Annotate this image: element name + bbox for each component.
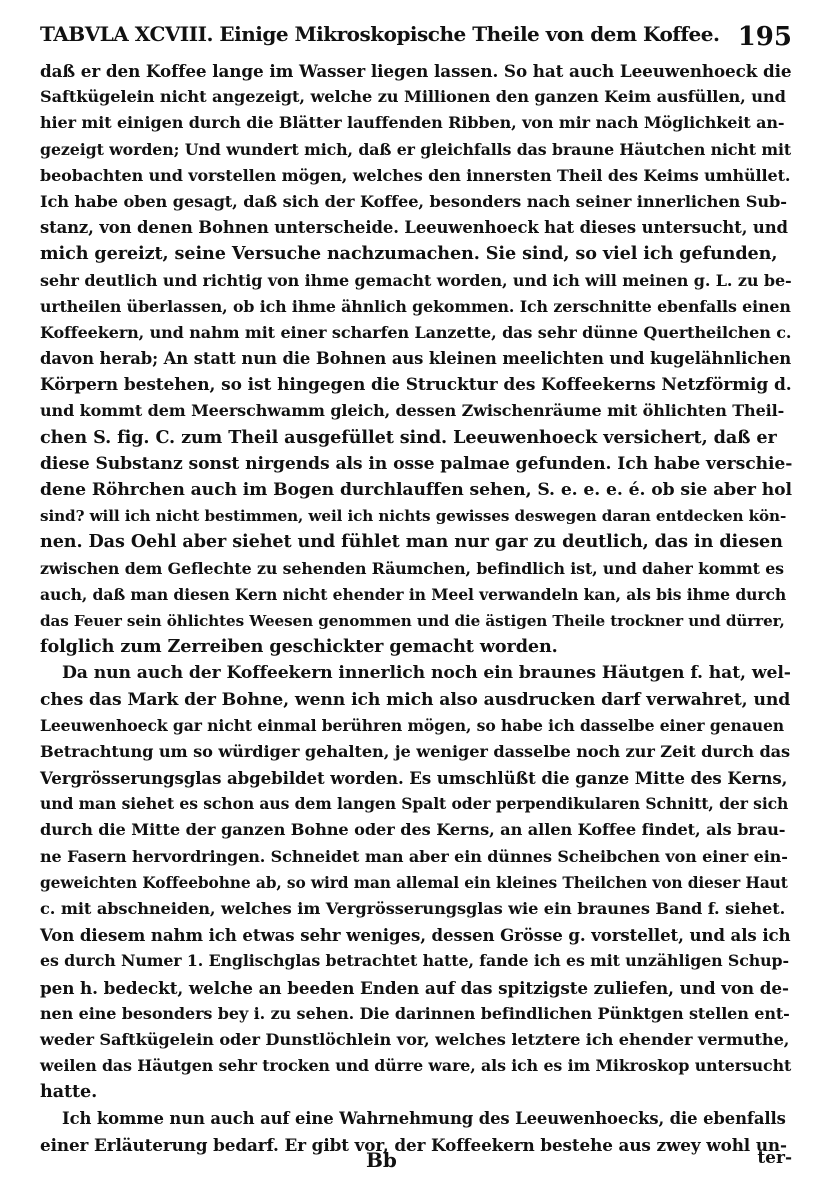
text-line: es durch Numer 1. Englischglas betrachtet hatte, fande ich es mit unzähligen Schup-: [40, 951, 789, 971]
text-line: weder Saftkügelein oder Dunstlöchlein vor, welches letztere ich ehender vermuthe,: [40, 1029, 790, 1049]
text-line: dene Röhrchen auch im Bogen durchlauffen sehen, S. e. e. e. é. ob sie aber hol: [40, 480, 792, 500]
text-line: Von diesem nahm ich etwas sehr weniges, dessen Grösse g. vorstellet, und als ich: [40, 925, 791, 946]
text-line: das Feuer sein öhlichtes Weesen genommen und die ästigen Theile trockner und dürrer,: [40, 611, 785, 630]
text-line: urtheilen überlassen, ob ich ihme ähnlich gekommen. Ich zerschnitte ebenfalls einen: [40, 296, 791, 316]
body-text: [40, 58, 793, 1155]
text-line: pen h. bedeckt, welche an beeden Enden auf das spitzigste zuliefen, und von de-: [40, 977, 789, 998]
page-footer: [40, 1146, 792, 1180]
text-line: folglich zum Zerreiben geschickter gemacht worden.: [40, 636, 558, 658]
text-line: geweichten Koffeebohne ab, so wird man allemal ein kleines Theilchen von dieser Haut: [40, 873, 788, 892]
text-line: Leeuwenhoeck gar nicht einmal berühren mögen, so habe ich dasselbe einer genauen: [40, 715, 785, 735]
text-line: nen. Das Oehl aber siehet und fühlet man nur gar zu deutlich, das in diesen: [40, 531, 783, 553]
text-line: Vergrösserungsglas abgebildet worden. Es umschlüßt die ganze Mitte des Kerns,: [40, 768, 788, 789]
text-line: auch, daß man diesen Kern nicht ehender in Meel verwandeln kan, als bis ihme durch: [40, 584, 787, 604]
text-line: davon herab; An statt nun die Bohnen aus kleinen meelichten und kugelähnlichen: [40, 349, 792, 369]
text-line: chen S. fig. C. zum Theil ausgefüllet sind. Leeuwenhoeck versichert, daß er: [40, 426, 777, 448]
text-line: Da nun auch der Koffeekern innerlich noch ein braunes Häutgen f. hat, wel-: [62, 663, 791, 684]
text-line: Ich habe oben gesagt, daß sich der Koffee, besonders nach seiner innerlichen Sub-: [40, 191, 787, 211]
page-number: 195: [737, 22, 792, 52]
text-line: gezeigt worden; Und wundert mich, daß er gleichfalls das braune Häutchen nicht mit: [40, 139, 792, 159]
text-line: sind? will ich nicht bestimmen, weil ich nichts gewisses deswegen daran entdecken kön-: [40, 507, 787, 526]
text-line: sehr deutlich und richtig von ihme gemacht worden, und ich will meinen g. L. zu be-: [40, 270, 792, 290]
text-line: diese Substanz sonst nirgends als in osse palmae gefunden. Ich habe verschie-: [40, 453, 793, 474]
text-line: Ich komme nun auch auf eine Wahrnehmung des Leeuwenhoecks, die ebenfalls: [62, 1108, 786, 1128]
text-line: daß er den Koffee lange im Wasser liegen lassen. So hat auch Leeuwenhoeck die: [40, 61, 792, 81]
text-line: einer Erläuterung bedarf. Er gibt vor, der Koffeekern bestehe aus zwey wohl un-: [40, 1134, 787, 1155]
text-line: zwischen dem Geflechte zu sehenden Räumchen, befindlich ist, und daher kommt es: [40, 558, 784, 578]
text-line: hatte.: [40, 1081, 98, 1103]
text-line: Betrachtung um so würdiger gehalten, je weniger dasselbe noch zur Zeit durch das: [40, 741, 791, 761]
text-line: mich gereizt, seine Versuche nachzumachen. Sie sind, so viel ich gefunden,: [40, 243, 778, 265]
text-line: nen eine besonders bey i. zu sehen. Die darinnen befindlichen Pünktgen stellen ent-: [40, 1003, 790, 1023]
running-header: [40, 16, 792, 60]
text-line: stanz, von denen Bohnen unterscheide. Leeuwenhoeck hat dieses untersucht, und: [40, 218, 788, 238]
text-line: c. mit abschneiden, welches im Vergrösserungsglas wie ein braunes Band f. siehet.: [40, 899, 786, 918]
text-line: Saftkügelein nicht angezeigt, welche zu Millionen den ganzen Keim ausfüllen, und: [40, 87, 786, 107]
text-line: hier mit einigen durch die Blätter lauffenden Ribben, von mir nach Möglichkeit an-: [40, 113, 785, 133]
text-line: beobachten und vorstellen mögen, welches den innersten Theil des Keims umhüllet.: [40, 165, 791, 185]
catchword: ter-: [757, 1148, 792, 1168]
text-line: ne Fasern hervordringen. Schneidet man aber ein dünnes Scheibchen von einer ein-: [40, 846, 788, 866]
text-line: Körpern bestehen, so ist hingegen die Strucktur des Koffeekerns Netzförmig d.: [40, 375, 792, 396]
text-line: Koffeekern, und nahm mit einer scharfen Lanzette, das sehr dünne Quertheilchen c.: [40, 322, 792, 342]
text-line: ches das Mark der Bohne, wenn ich mich also ausdrucken darf verwahret, und: [40, 689, 791, 710]
printer-signature: Bb: [366, 1148, 397, 1172]
text-line: und man siehet es schon aus dem langen Spalt oder perpendikularen Schnitt, der sich: [40, 794, 789, 814]
header-title: TABVLA XCVIII. Einige Mikroskopische Theile von dem Koffee.: [40, 22, 720, 46]
text-line: durch die Mitte der ganzen Bohne oder des Kerns, an allen Koffee findet, als brau-: [40, 820, 786, 840]
text-line: weilen das Häutgen sehr trocken und dürre ware, als ich es im Mikroskop untersucht: [40, 1056, 792, 1076]
text-line: und kommt dem Meerschwamm gleich, dessen Zwischenräume mit öhlichten Theil-: [40, 401, 785, 421]
